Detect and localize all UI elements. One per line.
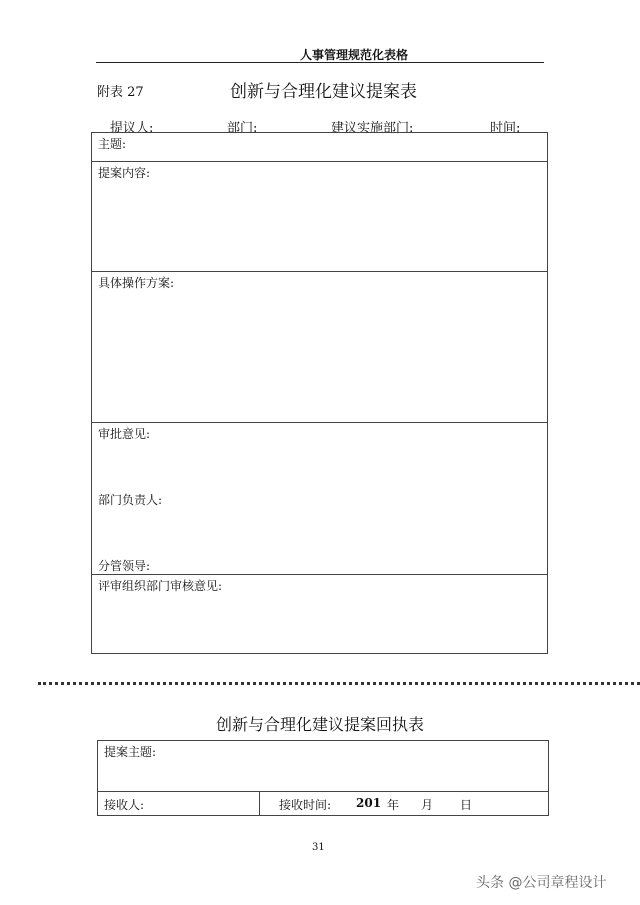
header-rule <box>96 62 544 63</box>
row-divider <box>92 574 547 575</box>
month-unit-label: 月 <box>421 798 434 812</box>
cut-line <box>38 682 640 685</box>
proposer-label: 提议人: <box>110 121 154 136</box>
appendix-label: 附表 27 <box>97 85 144 100</box>
day-unit-label: 日 <box>460 798 473 812</box>
receive-time-label: 接收时间: <box>279 798 332 812</box>
receipt-table <box>97 740 549 816</box>
row-divider <box>92 161 547 162</box>
approval-opinion-field-label: 审批意见: <box>98 427 151 441</box>
operation-plan-field-label: 具体操作方案: <box>98 276 175 290</box>
time-label: 时间: <box>490 121 521 136</box>
receipt-subject-label: 提案主题: <box>104 745 157 759</box>
supervising-leader-field-label: 分管领导: <box>98 559 151 573</box>
form-title: 创新与合理化建议提案表 <box>230 82 417 102</box>
watermark: 头条 @公司章程设计 <box>476 875 607 891</box>
receipt-title: 创新与合理化建议提案回执表 <box>216 715 425 734</box>
receiver-label: 接收人: <box>104 798 145 812</box>
implementing-department-label: 建议实施部门: <box>331 121 414 136</box>
content-field-label: 提案内容: <box>98 166 151 180</box>
department-head-field-label: 部门负责人: <box>98 493 163 507</box>
page-number: 31 <box>312 842 325 853</box>
department-label: 部门: <box>227 121 258 136</box>
receive-year-prefix: 201 <box>356 796 382 810</box>
proposal-form-table <box>91 132 548 654</box>
row-divider <box>92 422 547 423</box>
row-divider <box>92 271 547 272</box>
column-divider <box>259 791 260 816</box>
row-divider <box>98 791 548 792</box>
subject-field-label: 主题: <box>98 137 127 151</box>
year-unit-label: 年 <box>387 798 400 812</box>
running-header-title: 人事管理规范化表格 <box>300 48 409 62</box>
review-opinion-field-label: 评审组织部门审核意见: <box>98 579 223 593</box>
